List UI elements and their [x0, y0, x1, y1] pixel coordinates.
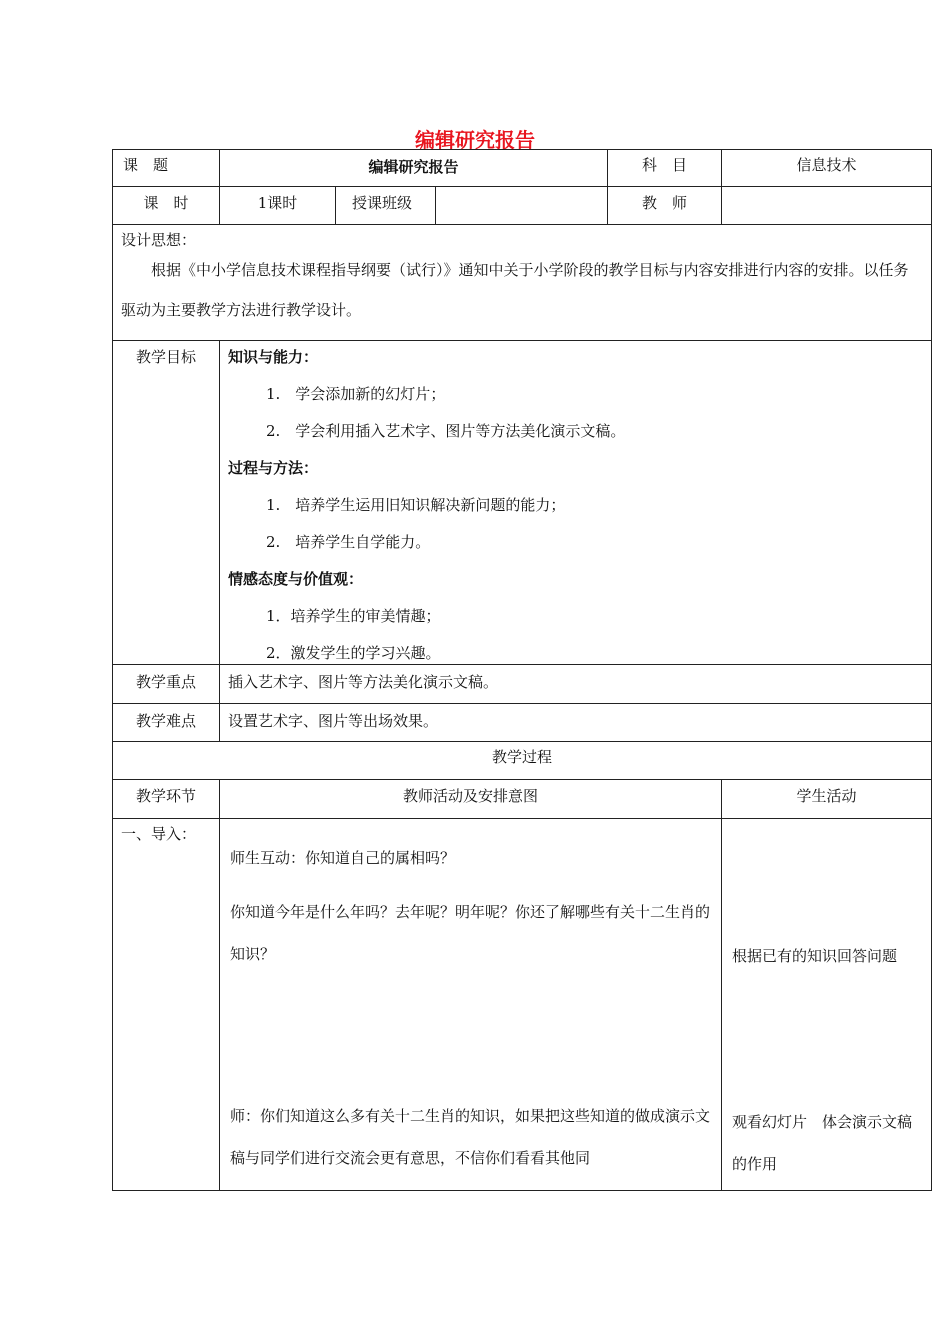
- process-row: [113, 819, 932, 1191]
- teacher-activity-text: 师生互动：你知道自己的属相吗？: [230, 849, 456, 867]
- design-row: [113, 225, 932, 341]
- goals-cell: [220, 341, 932, 665]
- class-label: 授课班级: [336, 187, 436, 225]
- goals-section-heading: 知识与能力：: [228, 348, 319, 366]
- difficulty-text: 设置艺术字、图片等出场效果。: [220, 704, 932, 742]
- student-activity-text: 根据已有的知识回答问题: [732, 947, 898, 965]
- goal-item: 2．激发学生的学习兴趣。: [266, 644, 441, 662]
- teacher-activity-text: 你知道今年是什么年吗？去年呢？明年呢？你还了解哪些有关十二生肖的知识？: [230, 903, 711, 963]
- hours-label: 课 时: [113, 187, 220, 225]
- goal-item: 1. 学会添加新的幻灯片；: [266, 385, 446, 403]
- teacher-activity-text: 师：你们知道这么多有关十二生肖的知识，如果把这些知道的做成演示文稿与同学们进行交流会更有意思，不信你们看看其他同: [230, 1107, 711, 1167]
- process-header-row: [113, 780, 932, 819]
- student-activity-cell: [722, 819, 932, 1191]
- teacher-column-header: 教师活动及安排意图: [220, 780, 722, 819]
- stage-label: 一、导入：: [113, 819, 220, 1191]
- lesson-plan-table: [112, 149, 932, 1191]
- student-activity-text: 观看幻灯片 体会演示文稿的作用: [732, 1113, 913, 1173]
- hours-row: [113, 187, 932, 225]
- class-value: [436, 187, 608, 225]
- document-title: 编辑研究报告: [415, 128, 535, 152]
- goal-item: 1．培养学生的审美情趣；: [266, 607, 441, 625]
- teacher-activity-cell: [220, 819, 722, 1191]
- process-title-row: [113, 742, 932, 780]
- subject-value: 信息技术: [722, 150, 932, 187]
- subject-label: 科 目: [608, 150, 722, 187]
- hours-value: 1课时: [220, 187, 336, 225]
- goals-section-heading: 情感态度与价值观：: [228, 570, 364, 588]
- goals-row: [113, 341, 932, 665]
- topic-label: 课 题: [113, 150, 220, 187]
- process-title: 教学过程: [113, 742, 932, 780]
- key-point-row: [113, 665, 932, 704]
- key-point-text: 插入艺术字、图片等方法美化演示文稿。: [220, 665, 932, 704]
- topic-row: [113, 150, 932, 187]
- design-label: 设计思想：: [121, 231, 197, 249]
- key-point-label: 教学重点: [113, 665, 220, 704]
- design-cell: [113, 225, 932, 341]
- design-text: 根据《中小学信息技术课程指导纲要（试行）》通知中关于小学阶段的教学目标与内容安排进行内容的安排。以任务驱动为主要教学方法进行教学设计。: [121, 261, 909, 319]
- goal-item: 2. 培养学生自学能力。: [266, 533, 431, 551]
- teacher-label: 教 师: [608, 187, 722, 225]
- goals-label: 教学目标: [113, 341, 220, 665]
- teacher-value: [722, 187, 932, 225]
- goal-item: 2. 学会利用插入艺术字、图片等方法美化演示文稿。: [266, 422, 626, 440]
- goal-item: 1. 培养学生运用旧知识解决新问题的能力；: [266, 496, 566, 514]
- difficulty-row: [113, 704, 932, 742]
- stage-column-header: 教学环节: [113, 780, 220, 819]
- difficulty-label: 教学难点: [113, 704, 220, 742]
- student-column-header: 学生活动: [722, 780, 932, 819]
- goals-section-heading: 过程与方法：: [228, 459, 319, 477]
- topic-value: 编辑研究报告: [220, 150, 608, 187]
